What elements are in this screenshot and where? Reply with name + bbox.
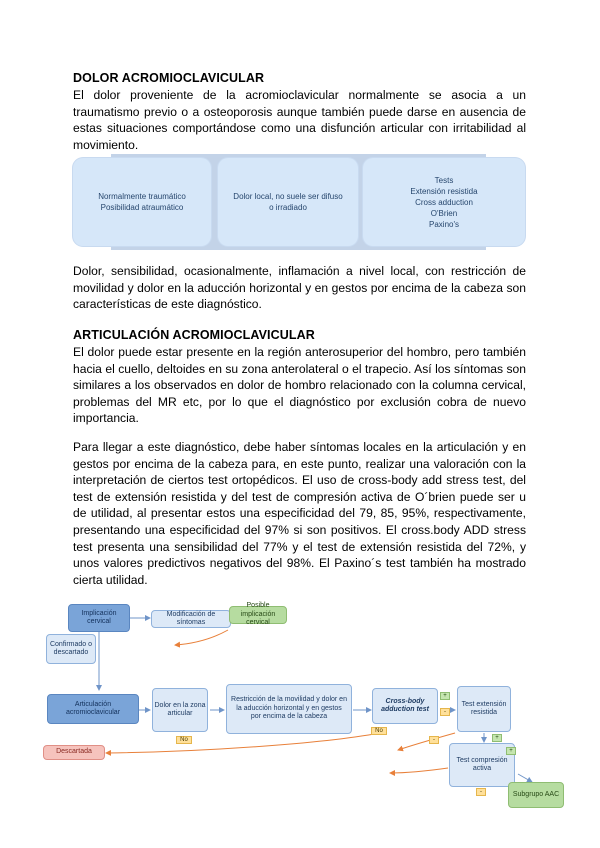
- card-test-item: Paxino's: [429, 219, 459, 229]
- summary-cards: [73, 152, 525, 252]
- node-modificacion-sintomas[interactable]: Modificación de síntomas: [151, 610, 231, 628]
- node-dolor-zona[interactable]: Dolor en la zona articular: [152, 688, 208, 732]
- paragraph-articulacion-1: El dolor puede estar presente en la región anterosuperior del hombro, pero también hacia el cuello, deltoides en su zona anterolateral o el trapecio. Así los síntomas son similares a los observados en dolor de hombro relacionado con la columna cervical, problemas del MR etc, por lo que el diagnóstico por exclusión cobra de nuevo importancia.: [73, 345, 526, 426]
- card-pain-location: [218, 158, 358, 246]
- section-title-articulacion-ac: ARTICULACIÓN ACROMIOCLAVICULAR: [73, 328, 315, 342]
- paragraph-characteristics: Dolor, sensibilidad, ocasionalmente, inflamación a nivel local, con restricción de movilidad y dolor en la aducción horizontal y en gestos por encima de la cabeza son características de este diagnóstico.: [73, 264, 526, 312]
- node-articulacion-ac[interactable]: Articulación acromioclavicular: [47, 694, 139, 724]
- card-origin-line2: Posibilidad atraumático: [100, 203, 184, 212]
- arrow-extension-minus: [398, 733, 455, 750]
- label-plus: +: [492, 734, 502, 742]
- section-title-dolor-ac: DOLOR ACROMIOCLAVICULAR: [73, 71, 265, 85]
- card-test-item: Extensión resistida: [410, 186, 478, 196]
- label-no: No: [371, 727, 387, 735]
- card-origin-line1: Normalmente traumático: [98, 192, 186, 201]
- node-cross-body[interactable]: Cross-body adduction test: [372, 688, 438, 724]
- node-posible-implicacion[interactable]: Posible implicación cervical: [229, 606, 287, 624]
- arrow-to-subgrupo: [518, 774, 532, 782]
- node-subgrupo-aac[interactable]: Subgrupo AAC: [508, 782, 564, 808]
- diagnostic-flowchart: [0, 590, 600, 848]
- label-plus: +: [506, 747, 516, 755]
- card-test-item: Cross adduction: [415, 197, 473, 207]
- card-tests: [363, 158, 525, 246]
- paragraph-articulacion-2: Para llegar a este diagnóstico, debe haber síntomas locales en la articulación y en gestos por encima de la cabeza para, en este punto, realizar una valoración con la interpretación de ciertos test ortopédicos. El uso de cross-body add stress test, del test de extensión resistida y del test de compresión activa de O´brien puede ser u de utilidad, al presentar estos una especificidad del 79, 85, 95%, respectivamente, presentando una especificidad del 97% si son positivos. El cross.body ADD stress test presenta una sensibilidad del 77% y el test de extensión resistida del 72%, y unos valores predictivos negativos del 98%. El Paxino´s test también ha mostrado cierta utilidad.: [73, 440, 526, 587]
- label-minus: -: [429, 736, 439, 744]
- node-confirmado-descartado[interactable]: Confirmado o descartado: [46, 634, 96, 664]
- paragraph-dolor-ac: El dolor proveniente de la acromioclavicular normalmente se asocia a un traumatismo previo o a osteoporosis aunque también puede darse en ausencia de estas situaciones comportándose como una disfunción articular con irritabilidad al movimiento.: [73, 88, 526, 152]
- node-test-compresion[interactable]: Test compresión activa: [449, 743, 515, 787]
- arrow-posible-back: [175, 630, 228, 645]
- node-implicacion-cervical[interactable]: Implicación cervical: [68, 604, 130, 632]
- label-minus: -: [440, 708, 450, 716]
- label-minus: -: [476, 788, 486, 796]
- arrow-compresion-minus: [390, 768, 448, 773]
- node-test-extension[interactable]: Test extensión resistida: [457, 686, 511, 732]
- card-origin: [73, 158, 211, 246]
- label-no: No: [176, 736, 192, 744]
- arrow-no-descartada: [106, 733, 380, 753]
- node-restriccion[interactable]: Restricción de la movilidad y dolor en la aducción horizontal y en gestos por encima de la cabeza: [226, 684, 352, 734]
- card-tests-title: Tests: [434, 175, 454, 185]
- label-plus: +: [440, 692, 450, 700]
- card-pain-line2: o irradiado: [269, 203, 307, 212]
- node-descartada[interactable]: Descartada: [43, 745, 105, 760]
- card-pain-line1: Dolor local, no suele ser difuso: [233, 192, 343, 201]
- card-test-item: O'Brien: [430, 208, 458, 218]
